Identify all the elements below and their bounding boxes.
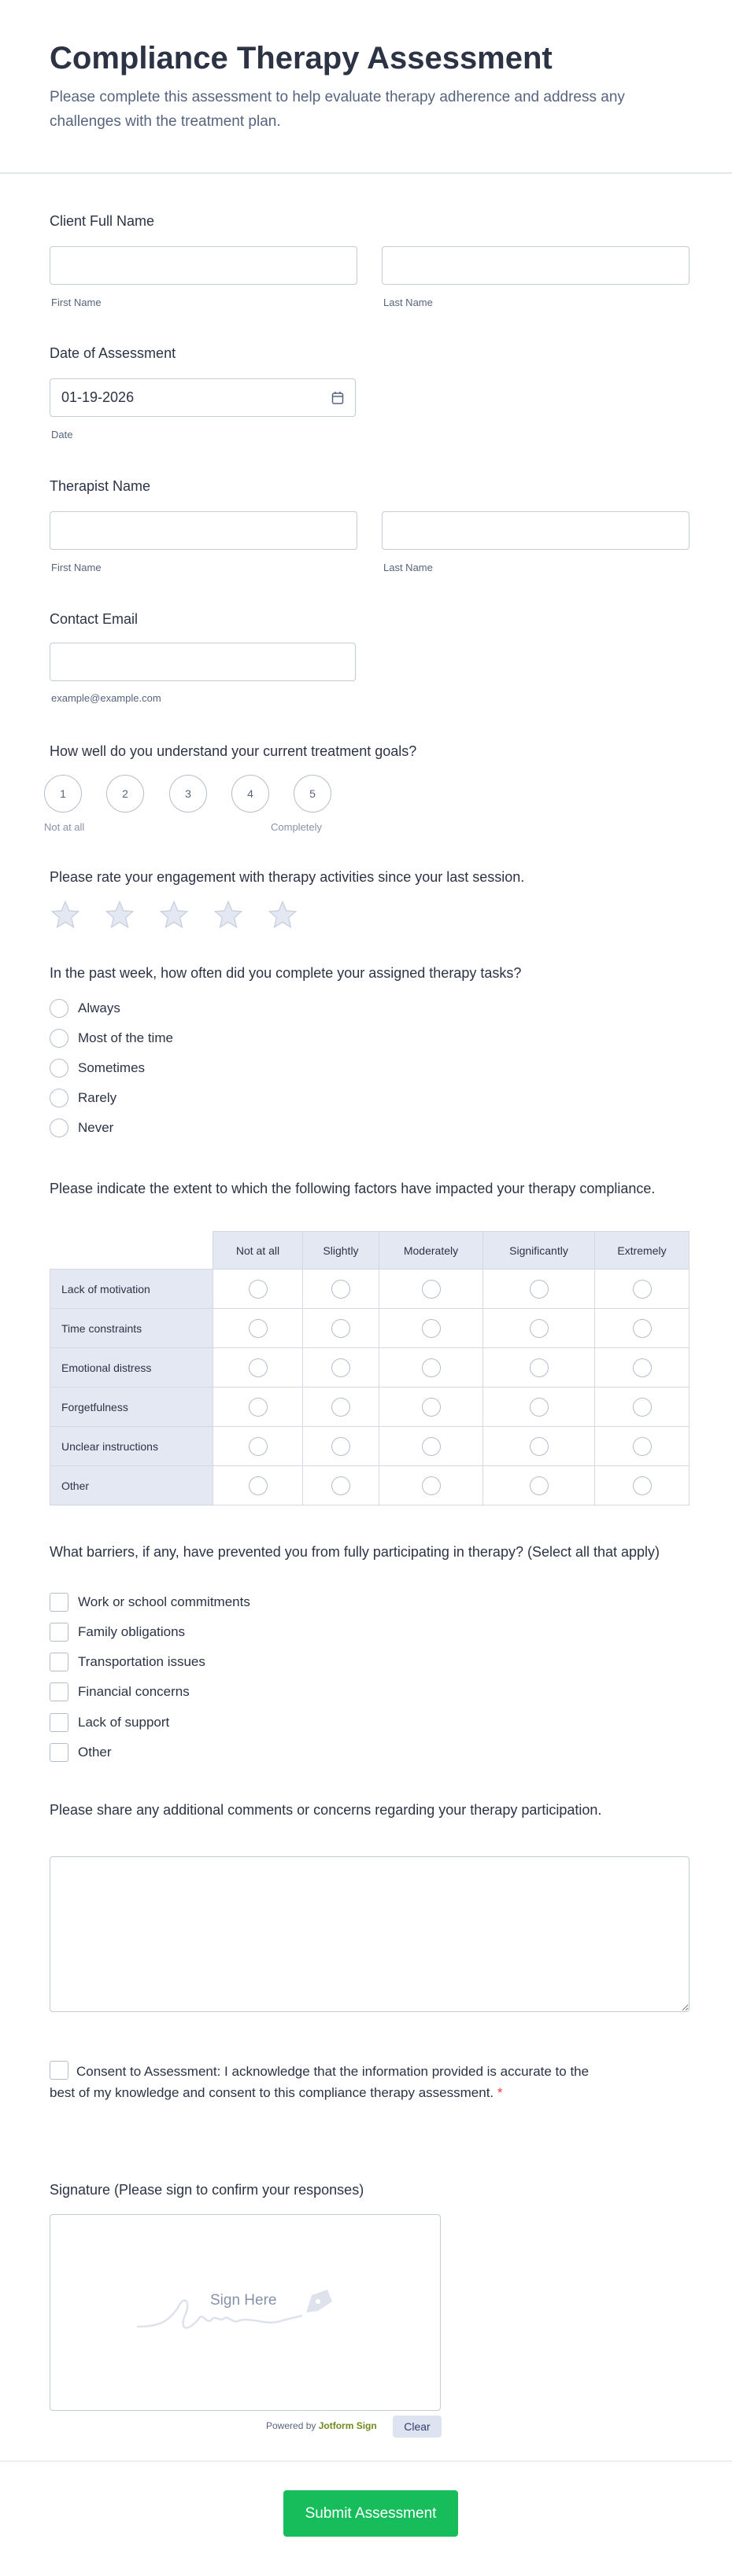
option-label: Lack of support [78, 1715, 170, 1730]
radio-button[interactable] [50, 1059, 68, 1078]
matrix-row-label: Other [50, 1466, 213, 1505]
matrix-cell [379, 1348, 483, 1388]
scale-question: How well do you understand your current treatment goals? [50, 743, 417, 759]
matrix-radio[interactable] [422, 1319, 441, 1338]
matrix-cell [595, 1348, 689, 1388]
matrix-column-header: Moderately [379, 1232, 483, 1270]
option-label: Transportation issues [78, 1654, 205, 1669]
date-sublabel: Date [51, 429, 73, 440]
signature-label: Signature (Please sign to confirm your responses) [50, 2182, 364, 2198]
comments-question: Please share any additional comments or concerns regarding your therapy participation. [50, 1802, 602, 1818]
matrix-cell [483, 1348, 595, 1388]
therapist-last-name-input[interactable] [382, 511, 689, 550]
matrix-row-label: Forgetfulness [50, 1388, 213, 1427]
matrix-cell [595, 1309, 689, 1348]
jotform-sign-link[interactable]: Jotform Sign [318, 2420, 377, 2431]
submit-button[interactable]: Submit Assessment [283, 2490, 458, 2537]
radio-button[interactable] [50, 1029, 68, 1048]
matrix-cell [213, 1270, 303, 1309]
matrix-cell [379, 1309, 483, 1348]
option-label: Always [78, 1001, 120, 1015]
option-label: Most of the time [78, 1030, 173, 1045]
signature-scribble-icon [129, 2286, 342, 2341]
radio-button[interactable] [50, 999, 68, 1018]
checkbox-option[interactable] [50, 1623, 185, 1642]
matrix-cell [303, 1270, 379, 1309]
checkbox[interactable] [50, 1682, 68, 1701]
checkbox-option[interactable] [50, 1713, 169, 1732]
last-name-sublabel: Last Name [383, 297, 433, 308]
matrix-radio[interactable] [249, 1280, 268, 1299]
matrix-radio[interactable] [422, 1476, 441, 1495]
matrix-cell [483, 1270, 595, 1309]
matrix-radio[interactable] [331, 1398, 350, 1417]
matrix-row [50, 1309, 689, 1348]
matrix-radio[interactable] [530, 1398, 549, 1417]
matrix-radio[interactable] [633, 1476, 652, 1495]
matrix-cell [483, 1309, 595, 1348]
matrix-radio[interactable] [249, 1319, 268, 1338]
matrix-radio[interactable] [331, 1437, 350, 1456]
scale-option-4[interactable]: 4 [231, 775, 269, 813]
form-description: Please complete this assessment to help evaluate therapy adherence and address any challenges with the treatment plan. [50, 89, 625, 130]
date-input[interactable] [50, 378, 356, 417]
consent-field [50, 2061, 616, 2103]
matrix-cell [483, 1427, 595, 1466]
checkbox-option[interactable] [50, 1653, 205, 1671]
matrix-cell [483, 1388, 595, 1427]
radio-option-rarely[interactable] [50, 1089, 116, 1107]
checkbox-option[interactable] [50, 1593, 250, 1612]
star-icon[interactable] [50, 899, 81, 931]
checkbox-option[interactable] [50, 1682, 190, 1701]
matrix-table [50, 1231, 689, 1505]
checkbox-option[interactable] [50, 1743, 112, 1762]
client-name-label: Client Full Name [50, 213, 155, 229]
matrix-cell [595, 1427, 689, 1466]
matrix-row-label: Emotional distress [50, 1348, 213, 1388]
matrix-radio[interactable] [331, 1319, 350, 1338]
matrix-cell [303, 1466, 379, 1505]
matrix-row [50, 1427, 689, 1466]
scale-option-3[interactable]: 3 [169, 775, 207, 813]
matrix-radio[interactable] [633, 1280, 652, 1299]
client-first-name-input[interactable] [50, 246, 357, 285]
star-icon[interactable] [213, 899, 244, 931]
matrix-cell [213, 1309, 303, 1348]
matrix-radio[interactable] [530, 1476, 549, 1495]
matrix-cell [379, 1270, 483, 1309]
therapist-name-label: Therapist Name [50, 478, 151, 494]
matrix-radio[interactable] [331, 1358, 350, 1377]
matrix-cell [379, 1388, 483, 1427]
matrix-cell [379, 1466, 483, 1505]
scale-max-label: Completely [271, 821, 323, 833]
checkbox[interactable] [50, 1593, 68, 1612]
matrix-radio[interactable] [249, 1398, 268, 1417]
matrix-cell [213, 1348, 303, 1388]
radio-option-never[interactable] [50, 1118, 113, 1137]
matrix-radio[interactable] [331, 1476, 350, 1495]
option-label: Sometimes [78, 1060, 146, 1075]
matrix-column-header: Not at all [213, 1232, 303, 1270]
matrix-column-header: Significantly [483, 1232, 595, 1270]
checkbox[interactable] [50, 1623, 68, 1642]
matrix-cell [303, 1427, 379, 1466]
option-label: Rarely [78, 1090, 117, 1105]
email-input[interactable] [50, 643, 356, 681]
star-icon[interactable] [267, 899, 298, 931]
matrix-radio[interactable] [530, 1358, 549, 1377]
matrix-row [50, 1270, 689, 1309]
date-label: Date of Assessment [50, 345, 176, 361]
matrix-cell [379, 1427, 483, 1466]
option-label: Financial concerns [78, 1684, 190, 1699]
matrix-cell [213, 1466, 303, 1505]
powered-by [266, 2420, 377, 2431]
matrix-radio[interactable] [633, 1358, 652, 1377]
scale-min-label: Not at all [44, 821, 85, 833]
checkbox[interactable] [50, 1653, 68, 1671]
barriers-question: What barriers, if any, have prevented you from fully participating in therapy? (Select all that apply) [50, 1544, 660, 1560]
matrix-radio[interactable] [422, 1280, 441, 1299]
required-mark: * [497, 2085, 503, 2100]
matrix-row [50, 1388, 689, 1427]
option-label: Never [78, 1120, 114, 1135]
matrix-row [50, 1348, 689, 1388]
matrix-row-label: Time constraints [50, 1309, 213, 1348]
scale-option-5[interactable]: 5 [294, 775, 331, 813]
radio-option-most[interactable] [50, 1029, 173, 1048]
matrix-header-row [50, 1232, 689, 1270]
matrix-cell [213, 1388, 303, 1427]
matrix-radio[interactable] [422, 1437, 441, 1456]
matrix-radio[interactable] [530, 1437, 549, 1456]
matrix-column-header: Extremely [595, 1232, 689, 1270]
matrix-radio[interactable] [633, 1398, 652, 1417]
star-rating-question: Please rate your engagement with therapy activities since your last session. [50, 869, 525, 885]
matrix-cell [213, 1427, 303, 1466]
star-rating [50, 899, 298, 931]
matrix-radio[interactable] [249, 1437, 268, 1456]
sign-here-placeholder: Sign Here [210, 2292, 277, 2309]
matrix-radio[interactable] [249, 1358, 268, 1377]
option-label: Work or school commitments [78, 1594, 250, 1609]
checkbox[interactable] [50, 1713, 68, 1732]
matrix-cell [303, 1388, 379, 1427]
matrix-radio[interactable] [249, 1476, 268, 1495]
email-label: Contact Email [50, 611, 139, 627]
therapist-first-sublabel: First Name [51, 562, 102, 573]
option-label: Family obligations [78, 1624, 186, 1639]
matrix-radio[interactable] [422, 1358, 441, 1377]
email-sublabel: example@example.com [51, 692, 161, 704]
client-last-name-input[interactable] [382, 246, 689, 285]
radio-option-sometimes[interactable] [50, 1059, 145, 1078]
matrix-cell [303, 1309, 379, 1348]
scale-option-2[interactable]: 2 [106, 775, 144, 813]
matrix-radio[interactable] [530, 1319, 549, 1338]
header-divider [0, 172, 732, 174]
matrix-row-label: Lack of motivation [50, 1270, 213, 1309]
matrix-cell [303, 1348, 379, 1388]
scale-option-1[interactable]: 1 [44, 775, 82, 813]
consent-checkbox[interactable] [50, 2061, 68, 2080]
matrix-row-label: Unclear instructions [50, 1427, 213, 1466]
powered-by-text: Powered by [266, 2420, 316, 2431]
matrix-radio[interactable] [331, 1280, 350, 1299]
star-icon[interactable] [158, 899, 190, 931]
matrix-radio[interactable] [633, 1437, 652, 1456]
calendar-icon[interactable] [331, 391, 344, 405]
therapist-last-sublabel: Last Name [383, 562, 433, 573]
matrix-cell [595, 1388, 689, 1427]
matrix-column-header: Slightly [303, 1232, 379, 1270]
date-value: 01-19-2026 [61, 389, 135, 405]
checkbox[interactable] [50, 1743, 68, 1762]
page-title: Compliance Therapy Assessment [50, 41, 553, 76]
option-label: Other [78, 1745, 112, 1760]
matrix-radio[interactable] [633, 1319, 652, 1338]
consent-text: Consent to Assessment: I acknowledge that the information provided is accurate to the best of my knowledge and consent to this compliance therapy assessment. [50, 2064, 590, 2100]
footer-divider [0, 2460, 732, 2462]
matrix-radio[interactable] [422, 1398, 441, 1417]
star-icon[interactable] [104, 899, 135, 931]
radio-button[interactable] [50, 1089, 68, 1107]
therapist-first-name-input[interactable] [50, 511, 357, 550]
radio-button[interactable] [50, 1118, 68, 1137]
radio-option-always[interactable] [50, 999, 120, 1018]
matrix-cell [483, 1466, 595, 1505]
matrix-cell [595, 1466, 689, 1505]
clear-signature-button[interactable]: Clear [393, 2416, 442, 2438]
first-name-sublabel: First Name [51, 297, 102, 308]
frequency-question: In the past week, how often did you complete your assigned therapy tasks? [50, 965, 522, 981]
matrix-radio[interactable] [530, 1280, 549, 1299]
comments-textarea[interactable] [50, 1856, 689, 2012]
matrix-row [50, 1466, 689, 1505]
matrix-cell [595, 1270, 689, 1309]
signature-pad[interactable] [50, 2214, 441, 2411]
matrix-question: Please indicate the extent to which the following factors have impacted your therapy compliance. [50, 1181, 656, 1196]
